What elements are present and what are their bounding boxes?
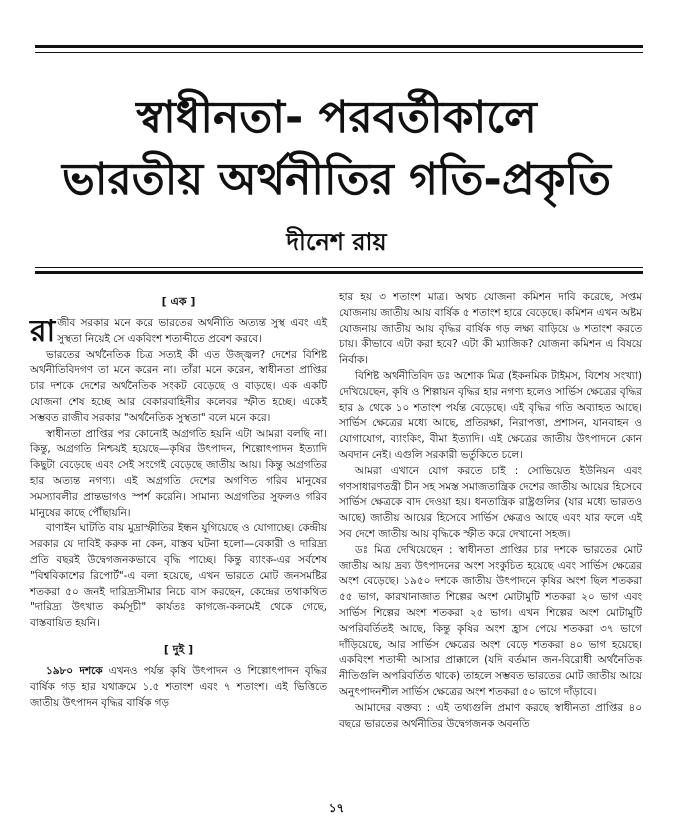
- right-paragraph-4: ডঃ মিত্র দেখিয়েছেন : স্বাধীনতা প্রাপ্তির চার দশকে ভারতের মোট জাতীয় আয় দ্রব্য উৎপাদনের অংশ সংকুচিত হয়েছে এবং সার্ভিস ক্ষেত্রের অংশ বেড়েছে। ১৯৫০ দশকে জাতীয় উৎপাদনে কৃষির অংশ ছিল শতকরা ৫৫ ভাগ, কারখানাজাত শিল্পের অংশ মোটামুটি শতকরা ২০ ভাগ এবং সার্ভিস শিল্পের অংশ শতকরা ২৫ ভাগ। এখন শিল্পের অংশ মোটামুটি অপরিবর্তিতই আছে, কিন্তু কৃষির অংশ হ্রাস পেয়ে শতকরা ৩৭ ভাগে দাঁড়িয়েছে, আর সার্ভিস ক্ষেত্রের অংশ বেড়ে শতকরা ৪০ ভাগ হয়েছে। একবিংশ শতাব্দী আসার প্রাক্কালে (যদি বর্তমান জন-বিরোধী অর্থনৈতিক নীতিগুলি অপরিবর্তিত থাকে) তাহলে সম্ভবত ভারতের মোট জাতীয় আয়ে অনুৎপাদনশীল সার্ভিস ক্ষেত্রের অংশ শতকরা ৫০ ভাগে দাঁড়াবে।: [339, 543, 642, 698]
- left-paragraph-3: স্বাধীনতা প্রাপ্তির পর কোনোই অগ্রগতি হয়নি এটা আমরা বলছি না। কিন্তু, অগ্রগতি নিশ্চয়ই হয়েছে—কৃষির উৎপাদন, শিল্পোৎপাদন ইত্যাদি কিছুটা বেড়েছে এবং সেই সংগেই বেড়েছে জাতীয় আয়। কিন্তু অগ্রগতির হার অত্যন্ত নগণ্য। এই অগ্রগতি দেশের অগণিত গরিব মানুষের সমস্যাবলীর প্রান্তভাগও স্পর্শ করেনি। সামান্য অগ্রগতির সুফলও গরিব মানুষের কাছে পৌঁছায়নি।: [30, 427, 327, 519]
- left-paragraph-1-text: জীব সরকার মনে করে ভারতের অর্থনীতি অত্যন্ত সুস্থ এবং এই সুস্থতা নিয়েই সে একবিংশ শতাব্দীতে প্রবেশ করবে।: [57, 317, 327, 345]
- top-rule-thin: [35, 52, 643, 53]
- top-rule-thick: [35, 45, 643, 48]
- drop-cap: রা: [30, 314, 56, 349]
- article-author: দীনেশ রায়: [286, 228, 387, 256]
- left-column: [30, 290, 327, 711]
- right-paragraph-3: আমরা এখানে যোগ করতে চাই : সোভিয়েত ইউনিয়ন এবং গণসাধারণতন্ত্রী চীন সহ সমস্ত সমাজতান্ত্রিক দেশের জাতীয় আয়ের হিসেবে সার্ভিস ক্ষেত্রকে বাদ দেওয়া হয়। ধনতান্ত্রিক রাষ্ট্রগুলির (যার মধ্যে ভারতও আছে) জাতীয় আয়ের হিসেবে সার্ভিস ক্ষেত্রও আছে এবং যার ফলে এই সব দেশে জাতীয় আয় বৃদ্ধিকে স্ফীত করে দেখানো সহজ।: [339, 464, 642, 540]
- header-bottom-rule-thick: [35, 271, 643, 274]
- left-paragraph-2: ভারতের অর্থনৈতিক চিত্র সত্যই কী এত উজ্জ্বল? দেশের বিশিষ্ট অর্থনীতিবিদগণ তা মনে করেন না। তাঁরা মনে করেন, স্বাধীনতা প্রাপ্তির চার দশকে দেশের অর্থনৈতিক সংকট বেড়েছে ও বাড়ছে। এক একটি যোজনা শেষ হচ্ছে আর বেকারবাহিনীর কলেবর স্ফীত হচ্ছে। একেই সম্ভবত রাজীব সরকার "অর্থনৈতিক সুস্থতা" বলে মনে করে।: [30, 348, 327, 424]
- right-paragraph-2: বিশিষ্ট অর্থনীতিবিদ ডঃ অশোক মিত্র (ইকনমিক টাইমস, বিশেষ সংখ্যা) দেখিয়েছেন, কৃষি ও শিল্পায়ন বৃদ্ধির হার নগণ্য হলেও সার্ভিস ক্ষেত্রের বৃদ্ধির হার ৯ থেকে ১০ শতাংশ পর্যন্ত বেড়েছে। এই বৃদ্ধির গতি অব্যাহত আছে। সার্ভিস ক্ষেত্রের মধ্যে আছে, প্রতিরক্ষা, নিরাপত্তা, প্রশাসন, যানবাহন ও যোগাযোগ, ব্যাংকিং, বীমা ইত্যাদি। এই ক্ষেত্রের জাতীয় উৎপাদনে কোন অবদান নেই। এগুলি সরকারী ভর্তুকিতে চলে।: [339, 369, 642, 461]
- left-paragraph-5: [30, 664, 327, 711]
- left-paragraph-1: [30, 316, 327, 348]
- section-two-heading: [ দুই ]: [163, 642, 194, 656]
- section-one-heading: [ এক ]: [161, 295, 196, 308]
- left-paragraph-5-text: এখনও পর্যন্ত কৃষি উৎপাদন ও শিল্পোৎপাদন বৃদ্ধির বার্ষিক গড় হার যথাক্রমে ১.৫ শতাংশ এবং ৭ শতাংশ। এই ভিত্তিতে জাতীয় উৎপাদন বৃদ্ধির বার্ষিক গড়: [30, 664, 327, 709]
- right-paragraph-1: হার হয় ৩ শতাংশ মাত্র। অথচ যোজনা কমিশন দাবি করেছে, সপ্তম যোজনায় জাতীয় আয় বার্ষিক ৫ শতাংশ হারে বেড়েছে। কমিশন এখন অষ্টম যোজনায় জাতীয় আয় বৃদ্ধির বার্ষিক গড় লক্ষ্য বাড়িয়ে ৬ শতাংশ করতে চায়। কীভাবে এটা করা হবে? এটা কী ম্যাজিক? যোজনা কমিশন এ বিষয়ে নির্বাক।: [339, 291, 642, 367]
- article-title-line-2: ভারতীয় অর্থনীতির গতি-প্রকৃতি: [61, 154, 612, 205]
- right-column: [339, 290, 642, 732]
- left-paragraph-4: বাণাইন ঘাটতি বায় মুদ্রাস্ফীতির ইন্ধন যুগিয়েছে ও যোগাচ্ছে। কেন্দ্রীয় সরকার যে দাবিই করুক না কেন, বাস্তব ঘটনা হলো—বেকারী ও দারিদ্র্য প্রতি বছরই উদ্বেগজনকভাবে বৃদ্ধি পাচ্ছে। কিন্তু ব্যাংক-এর সর্বশেষ "বিশ্ববিকাশের রিপোর্ট"-এ বলা হয়েছে, এখন ভারতে মোট জনসমষ্টির শতকরা ৫০ জনই দারিদ্র্যসীমার নিচে বাস করছেন, কেন্দ্রের তথাকথিত "দারিদ্র্য উৎখাত কর্মসূচী" কার্যতঃ কাগজে-কলমেই থেকে গেছে, বাস্তবায়িত হয়নি।: [30, 522, 327, 630]
- header-bottom-rule-thin: [35, 267, 643, 268]
- page-number: ১৭: [328, 801, 345, 815]
- left-paragraph-5-lead: ১৯৮০ দশকে: [46, 664, 103, 677]
- right-paragraph-5: আমাদের বক্তব্য : এই তথ্যগুলি প্রমাণ করছে স্বাধীনতা প্রাপ্তির ৪০ বছরে ভারতের অর্থনীতির উদ্বেগজনক অবনতি: [339, 701, 642, 730]
- article-title-line-1: স্বাধীনতা- পরবর্তীকালে: [136, 92, 537, 143]
